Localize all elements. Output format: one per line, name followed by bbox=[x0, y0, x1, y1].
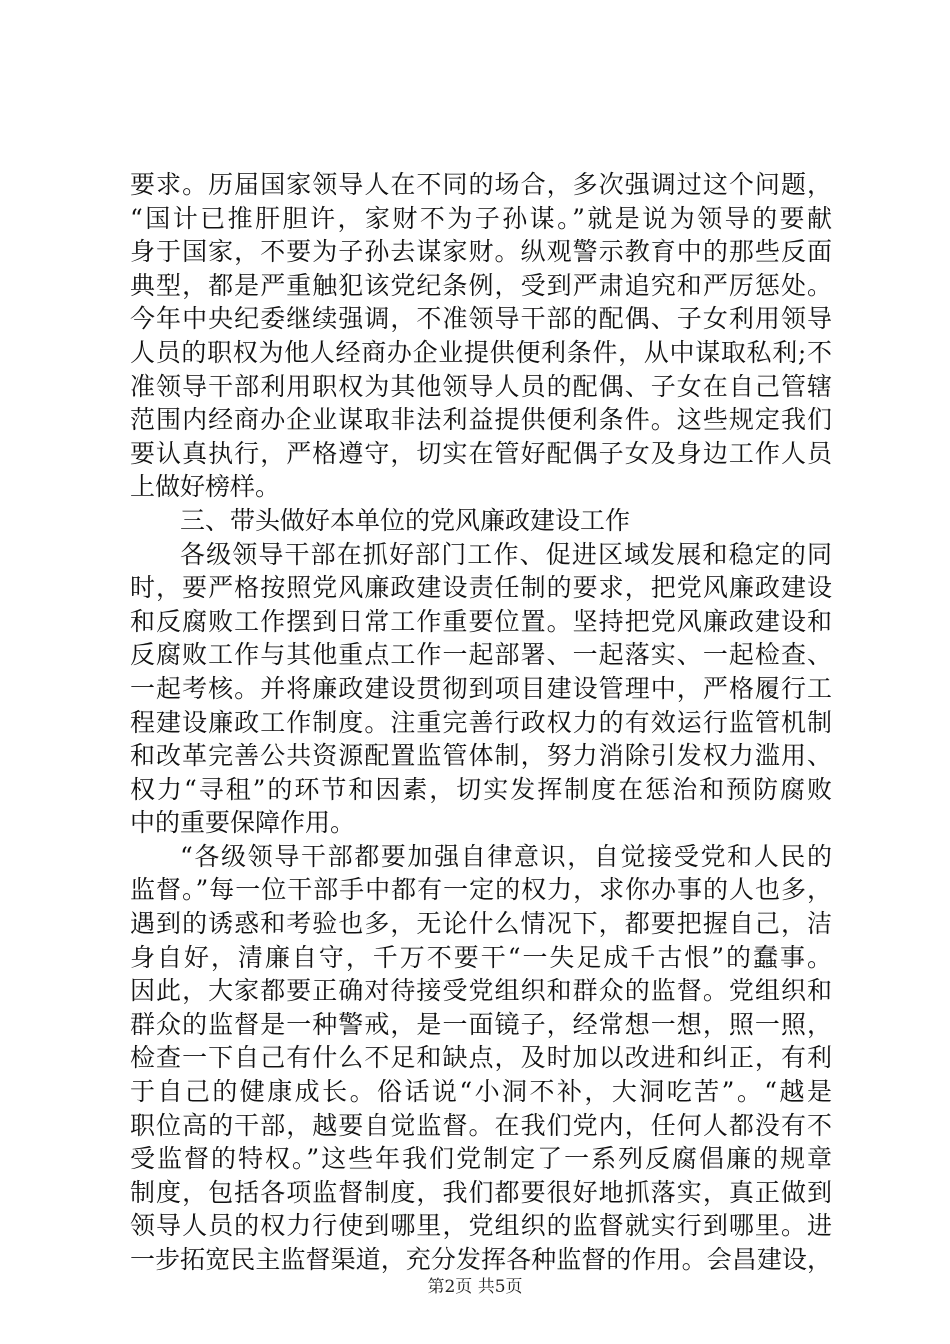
text-line: 上做好榜样。 bbox=[130, 472, 281, 502]
text-line: 群众的监督是一种警戒，是一面镜子，经常想一想，照一照， bbox=[130, 1009, 832, 1039]
text-line: 身于国家，不要为子孙去谋家财。纵观警示教育中的那些反面 bbox=[130, 237, 832, 267]
text-line: 因此，大家都要正确对待接受党组织和群众的监督。党组织和 bbox=[130, 976, 832, 1006]
text-line: 受监督的特权。”这些年我们党制定了一系列反腐倡廉的规章 bbox=[130, 1144, 832, 1174]
text-line: 中的重要保障作用。 bbox=[130, 808, 356, 838]
text-line: 检查一下自己有什么不足和缺点，及时加以改进和纠正，有利 bbox=[130, 1043, 832, 1073]
text-line: 时，要严格按照党风廉政建设责任制的要求，把党风廉政建设 bbox=[130, 573, 832, 603]
text-line: 各级领导干部在抓好部门工作、促进区域发展和稳定的同 bbox=[180, 539, 832, 569]
text-line: 领导人员的权力行使到哪里，党组织的监督就实行到哪里。进 bbox=[130, 1211, 832, 1241]
section-heading: 三、带头做好本单位的党风廉政建设工作 bbox=[180, 505, 631, 535]
text-line: 范围内经商办企业谋取非法利益提供便利条件。这些规定我们 bbox=[130, 405, 832, 435]
text-line: 和改革完善公共资源配置监管体制，努力消除引发权力滥用、 bbox=[130, 741, 832, 771]
text-line: “各级领导干部都要加强自律意识，自觉接受党和人民的 bbox=[180, 841, 832, 871]
text-line: 准领导干部利用职权为其他领导人员的配偶、子女在自己管辖 bbox=[130, 371, 832, 401]
text-line: 监督。”每一位干部手中都有一定的权力，求你办事的人也多， bbox=[130, 875, 832, 905]
text-line: 职位高的干部，越要自觉监督。在我们党内，任何人都没有不 bbox=[130, 1110, 832, 1140]
text-line: 要求。历届国家领导人在不同的场合，多次强调过这个问题， bbox=[130, 170, 832, 199]
text-line: 今年中央纪委继续强调，不准领导干部的配偶、子女利用领导 bbox=[130, 304, 832, 334]
text-line: 反腐败工作与其他重点工作一起部署、一起落实、一起检查、 bbox=[130, 640, 832, 670]
text-line: 制度，包括各项监督制度，我们都要很好地抓落实，真正做到 bbox=[130, 1177, 832, 1207]
text-line: 要认真执行，严格遵守，切实在管好配偶子女及身边工作人员 bbox=[130, 438, 832, 468]
text-line: 典型，都是严重触犯该党纪条例，受到严肃追究和严厉惩处。 bbox=[130, 270, 832, 300]
text-line: 遇到的诱惑和考验也多，无论什么情况下，都要把握自己，洁 bbox=[130, 909, 832, 939]
text-line: 和反腐败工作摆到日常工作重要位置。坚持把党风廉政建设和 bbox=[130, 606, 832, 636]
text-line: 权力“寻租”的环节和因素，切实发挥制度在惩治和预防腐败 bbox=[130, 774, 832, 804]
text-line: 一步拓宽民主监督渠道，充分发挥各种监督的作用。会昌建设， bbox=[130, 1245, 832, 1274]
text-line: 一起考核。并将廉政建设贯彻到项目建设管理中，严格履行工 bbox=[130, 673, 832, 703]
text-line: “国计已推肝胆许，家财不为子孙谋。”就是说为领导的要献 bbox=[130, 203, 832, 233]
text-line: 程建设廉政工作制度。注重完善行政权力的有效运行监管机制 bbox=[130, 707, 832, 737]
text-line: 于自己的健康成长。俗话说“小洞不补，大洞吃苦”。“越是 bbox=[130, 1077, 832, 1107]
body-text bbox=[130, 168, 832, 1277]
text-line: 人员的职权为他人经商办企业提供便利条件，从中谋取私利;不 bbox=[130, 337, 832, 367]
page-number-footer: 第2页 共5页 bbox=[427, 1277, 523, 1297]
text-line: 身自好，清廉自守，千万不要干“一失足成千古恨”的蠢事。 bbox=[130, 942, 832, 972]
